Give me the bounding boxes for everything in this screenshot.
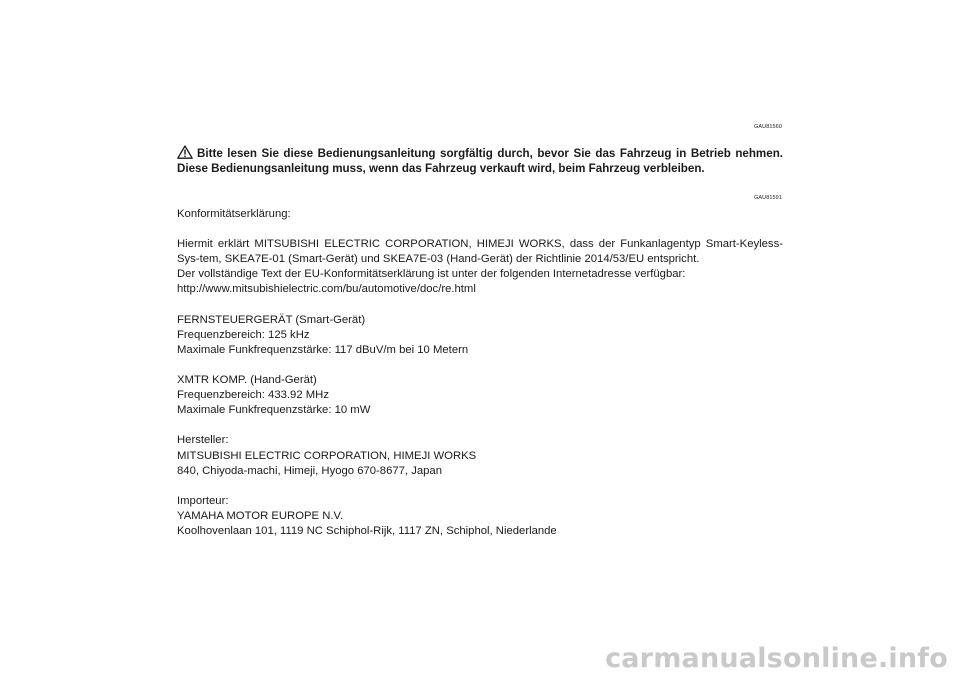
smart-device-frequency: Frequenzbereich: 125 kHz bbox=[177, 328, 310, 341]
declaration-body bbox=[177, 207, 783, 539]
warning-notice bbox=[177, 145, 783, 176]
hand-device-power: Maximale Funkfrequenzstärke: 10 mW bbox=[177, 404, 371, 417]
smart-device-power: Maximale Funkfrequenzstärke: 117 dBuV/m bei 10 Metern bbox=[177, 343, 469, 356]
manufacturer-name: MITSUBISHI ELECTRIC CORPORATION, HIMEJI WORKS bbox=[177, 449, 477, 462]
importer-name: YAMAHA MOTOR EUROPE N.V. bbox=[177, 509, 344, 522]
manufacturer-address: 840, Chiyoda-machi, Himeji, Hyogo 670-8677, Japan bbox=[177, 464, 442, 477]
warning-triangle-icon bbox=[177, 145, 193, 159]
declaration-statement: Hiermit erklärt MITSUBISHI ELECTRIC CORPORATION, HIMEJI WORKS, dass der Funkanlagentyp Smart-Keyless-Sys-tem, SKEA7E-01 (Smart-Gerät) und SKEA7E-03 (Hand-Gerät) der Richtlinie 2014/53/EU entspricht. bbox=[177, 238, 783, 266]
declaration-url: http://www.mitsubishielectric.com/bu/automotive/doc/re.html bbox=[177, 283, 476, 296]
manufacturer-label: Hersteller: bbox=[177, 434, 229, 447]
smart-device-title: FERNSTEUERGERÄT (Smart-Gerät) bbox=[177, 313, 366, 326]
importer-label: Importeur: bbox=[177, 494, 229, 507]
section-code-first: GAU81560 bbox=[753, 124, 782, 130]
section-code-second: GAU81591 bbox=[753, 195, 782, 201]
hand-device-frequency: Frequenzbereich: 433.92 MHz bbox=[177, 389, 329, 402]
declaration-availability: Der vollständige Text der EU-Konformitätserklärung ist unter der folgenden Internetadresse verfügbar: bbox=[177, 268, 686, 281]
warning-text: Bitte lesen Sie diese Bedienungsanleitung sorgfältig durch, bevor Sie das Fahrzeug in Betrieb nehmen. Diese Bedienungsanleitung muss, wenn das Fahrzeug verkauft wird, beim Fahrzeug verbleiben. bbox=[177, 147, 783, 175]
importer-address: Koolhovenlaan 101, 1119 NC Schiphol-Rijk, 1117 ZN, Schiphol, Niederlande bbox=[177, 524, 557, 537]
site-watermark: carmanualsonline.info bbox=[605, 643, 948, 674]
hand-device-title: XMTR KOMP. (Hand-Gerät) bbox=[177, 374, 317, 387]
declaration-heading: Konformitätserklärung: bbox=[177, 208, 291, 220]
